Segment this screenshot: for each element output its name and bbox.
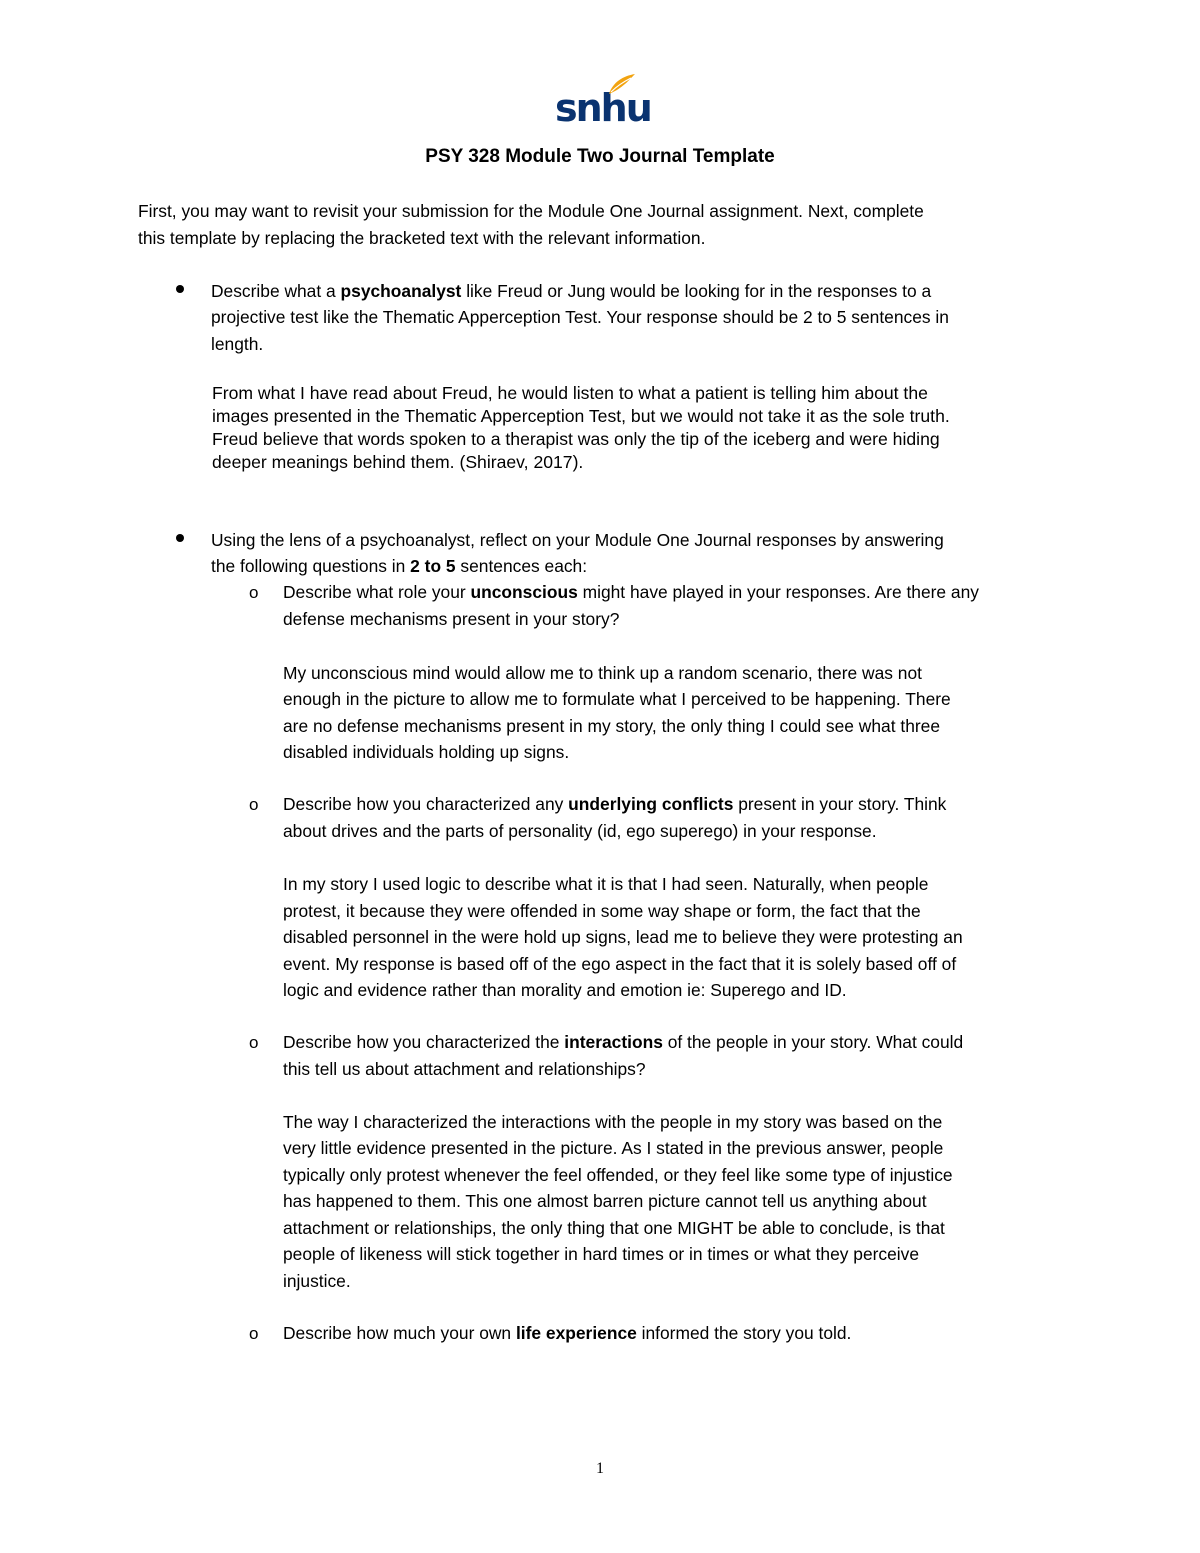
q2-line-2: the following questions in 2 to 5 sentences each:: [211, 556, 588, 576]
s2-answer-4: event. My response is based off of the ego aspect in the fact that it is solely based off of: [283, 954, 957, 974]
s2-answer-3: disabled personnel in the were hold up signs, lead me to believe they were protesting an: [283, 927, 963, 947]
s3-answer-6: people of likeness will stick together in hard times or in times or what they perceive: [283, 1244, 920, 1264]
a1-line-1: From what I have read about Freud, he would listen to what a patient is telling him about the: [212, 383, 928, 403]
s3-answer-5: attachment or relationships, the only thing that one MIGHT be able to conclude, is that: [283, 1218, 945, 1238]
s4-line-1: Describe how much your own life experience informed the story you told.: [283, 1323, 852, 1343]
s1-answer-4: disabled individuals holding up signs.: [283, 742, 570, 762]
q1-line-3: length.: [211, 334, 264, 354]
s1-line-1: Describe what role your unconscious might have played in your responses. Are there any: [283, 582, 979, 602]
intro-line-2: this template by replacing the bracketed text with the relevant information.: [138, 228, 706, 248]
s1-answer-1: My unconscious mind would allow me to think up a random scenario, there was not: [283, 663, 922, 683]
s1-answer-2: enough in the picture to allow me to formulate what I perceived to be happening. There: [283, 689, 951, 709]
page-number: 1: [596, 1460, 604, 1477]
bullet-icon: [176, 534, 184, 542]
s3-line-1: Describe how you characterized the interactions of the people in your story. What could: [283, 1032, 964, 1052]
flame-leaf-icon: [607, 72, 637, 96]
a1-line-2: images presented in the Thematic Apperception Test, but we would not take it as the sole truth.: [212, 406, 950, 426]
s2-answer-5: logic and evidence rather than morality and emotion ie: Superego and ID.: [283, 980, 847, 1000]
s2-answer-1: In my story I used logic to describe what it is that I had seen. Naturally, when people: [283, 874, 929, 894]
a1-line-4: deeper meanings behind them. (Shiraev, 2017).: [212, 452, 584, 472]
s3-line-2: this tell us about attachment and relationships?: [283, 1059, 646, 1079]
sub-bullet-icon: o: [249, 1324, 259, 1343]
s2-line-1: Describe how you characterized any underlying conflicts present in your story. Think: [283, 794, 947, 814]
s3-answer-3: typically only protest whenever the feel offended, or they feel like some type of injustice: [283, 1165, 953, 1185]
q2-line-1: Using the lens of a psychoanalyst, reflect on your Module One Journal responses by answering: [211, 530, 944, 550]
s3-answer-4: has happened to them. This one almost barren picture cannot tell us anything about: [283, 1191, 927, 1211]
sub-bullet-icon: o: [249, 1033, 259, 1052]
q1-line-1: Describe what a psychoanalyst like Freud or Jung would be looking for in the responses to a: [211, 281, 932, 301]
logo-wordmark: snhu: [555, 86, 651, 130]
q1-line-2: projective test like the Thematic Apperception Test. Your response should be 2 to 5 sentences in: [211, 307, 949, 327]
intro-line-1: First, you may want to revisit your submission for the Module One Journal assignment. Next, complete: [138, 201, 924, 221]
s1-line-2: defense mechanisms present in your story?: [283, 609, 620, 629]
sub-bullet-icon: o: [249, 583, 259, 602]
page-title: PSY 328 Module Two Journal Template: [425, 146, 775, 167]
bullet-icon: [176, 285, 184, 293]
s3-answer-2: very little evidence presented in the picture. As I stated in the previous answer, people: [283, 1138, 944, 1158]
a1-line-3: Freud believe that words spoken to a therapist was only the tip of the iceberg and were hiding: [212, 429, 940, 449]
snhu-logo: [555, 72, 651, 132]
s2-line-2: about drives and the parts of personality (id, ego superego) in your response.: [283, 821, 877, 841]
s3-answer-7: injustice.: [283, 1271, 351, 1291]
s1-answer-3: are no defense mechanisms present in my story, the only thing I could see what three: [283, 716, 941, 736]
s2-answer-2: protest, it because they were offended in some way shape or form, the fact that the: [283, 901, 921, 921]
s3-answer-1: The way I characterized the interactions with the people in my story was based on the: [283, 1112, 943, 1132]
sub-bullet-icon: o: [249, 795, 259, 814]
